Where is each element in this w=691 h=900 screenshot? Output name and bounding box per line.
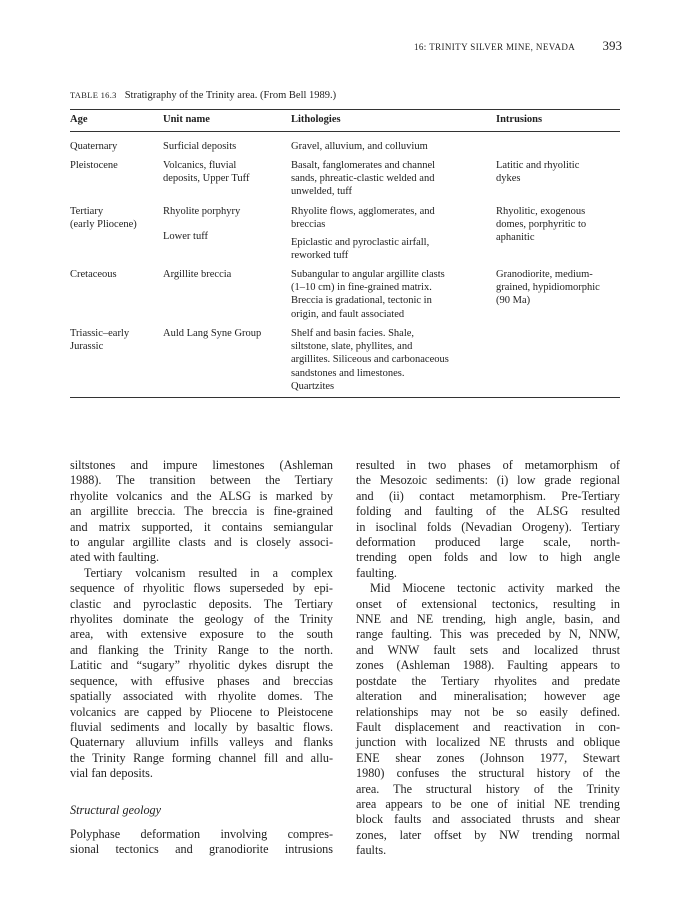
column-header-intrusions: Intrusions bbox=[496, 114, 543, 125]
table-caption bbox=[70, 90, 336, 101]
table-cell-age: Cretaceous bbox=[70, 269, 117, 280]
table-cell-age: Quaternary bbox=[70, 141, 118, 152]
table-cell-lithologies: Epiclastic and pyroclastic airfall, reworked tuff bbox=[291, 237, 430, 262]
table-cell-age: Triassic–early Jurassic bbox=[70, 328, 130, 353]
table-cell-unit: Auld Lang Syne Group bbox=[163, 328, 262, 339]
table-cell-age: Pleistocene bbox=[70, 160, 118, 171]
table-cell-intrusions: Rhyolitic, exogenous domes, porphyritic to aphanitic bbox=[496, 206, 587, 244]
table-cell-unit: Rhyolite porphyry bbox=[163, 206, 241, 217]
table-label: TABLE 16.3 bbox=[70, 90, 117, 100]
column-header-age: Age bbox=[70, 114, 88, 125]
table-cell-lithologies: Shelf and basin facies. Shale, siltstone, slate, phyllites, and argillites. Siliceous and carbonaceous sandstones and limestones. Quartzites bbox=[291, 328, 449, 392]
paragraph: Polyphase deformation involving compres- sional tectonics and granodiorite intrusions bbox=[70, 826, 333, 857]
running-header bbox=[414, 38, 622, 56]
table-cell-unit: Surficial deposits bbox=[163, 141, 237, 152]
table-cell-lithologies: Rhyolite flows, agglomerates, and breccias bbox=[291, 206, 435, 231]
table-cell-unit: Volcanics, fluvial deposits, Upper Tuff bbox=[163, 160, 250, 185]
body-right-column bbox=[356, 458, 620, 859]
column-header-unit-name: Unit name bbox=[163, 114, 210, 125]
column-header-lithologies: Lithologies bbox=[291, 114, 341, 125]
section-heading: Structural geology bbox=[70, 802, 162, 817]
table-top-rule bbox=[70, 109, 620, 110]
paragraph: siltstones and impure limestones (Ashleman 1988). The transition between the Tertiary rhyolite volcanics and the ALSG is marked by an argillite breccia. The breccia is fine-grained and matrix supported, it contains semiangular to angular argillite clasts and is closely associ- ated with faulting. bbox=[70, 458, 333, 565]
page-number: 393 bbox=[602, 38, 622, 53]
table-cell-unit: Argillite breccia bbox=[163, 269, 232, 280]
paragraph: Mid Miocene tectonic activity marked the onset of extensional tectonics, resulting in NNE and NE trending, high angle, basin, and range faulting. This was preceded by N, NNW, and WNW fault sets and localized thrust zones (Ashleman 1988). Faulting appears to postdate the Tertiary rhyolites and predate alteration and mineralisation; however age relationships may not be so easily defined. Fault displacement and reactivation in con- junction with localized NE thrusts and oblique ENE shear zones (Johnson 1977, Stewart 1980) confuses the structural history of the area. The structural history of the Trinity area appears to be one of initial NE trending block faults and associated thrusts and shear zones, later offset by NW trending normal faults. bbox=[356, 581, 620, 858]
paragraph: Tertiary volcanism resulted in a complex sequence of rhyolitic flows superseded by epi- clastic and pyroclastic deposits. The Tertiary rhyolites dominate the geology of the Trinity area, with extensive exposure to the south and flanking the Trinity Range to the north. Latitic and “sugary” rhyolitic dykes disrupt the sequence, with effusive phases and breccias spatially associated with rhyolite domes. The volcanics are capped by Pliocene to Pleistocene fluvial sediments and locally by basaltic flows. Quaternary alluvium infills valleys and flanks the Trinity Range forming channel fill and allu- vial fan deposits. bbox=[70, 565, 333, 781]
table-cell-lithologies: Subangular to angular argillite clasts (1–10 cm) in fine-grained matrix. Breccia is gradational, tectonic in origin, and fault associated bbox=[291, 269, 445, 320]
body-left-column bbox=[70, 458, 333, 858]
table-cell-age: Tertiary (early Pliocene) bbox=[70, 206, 137, 231]
paragraph: resulted in two phases of metamorphism of the Mesozoic sediments: (i) low grade regional and (ii) contact metamorphism. Pre-Tertiary folding and faulting of the ALSG resulted in isoclinal folds (Nevadian Orogeny). Tertiary deformation produced large scale, north- trending open folds and low to high angle faulting. bbox=[356, 458, 620, 580]
table-caption-text: Stratigraphy of the Trinity area. (From Bell 1989.) bbox=[124, 90, 337, 101]
table-header-rule bbox=[70, 131, 620, 132]
table-cell-intrusions: Granodiorite, medium- grained, hypidiomorphic (90 Ma) bbox=[496, 269, 600, 307]
table-cell-unit: Lower tuff bbox=[163, 231, 208, 242]
table-bottom-rule bbox=[70, 397, 620, 398]
table-cell-lithologies: Basalt, fanglomerates and channel sands, phreatic-clastic welded and unwelded, tuff bbox=[291, 160, 436, 198]
chapter-title: 16: TRINITY SILVER MINE, NEVADA bbox=[414, 42, 576, 52]
table-cell-intrusions: Latitic and rhyolitic dykes bbox=[496, 160, 580, 185]
table-cell-lithologies: Gravel, alluvium, and colluvium bbox=[291, 141, 428, 152]
